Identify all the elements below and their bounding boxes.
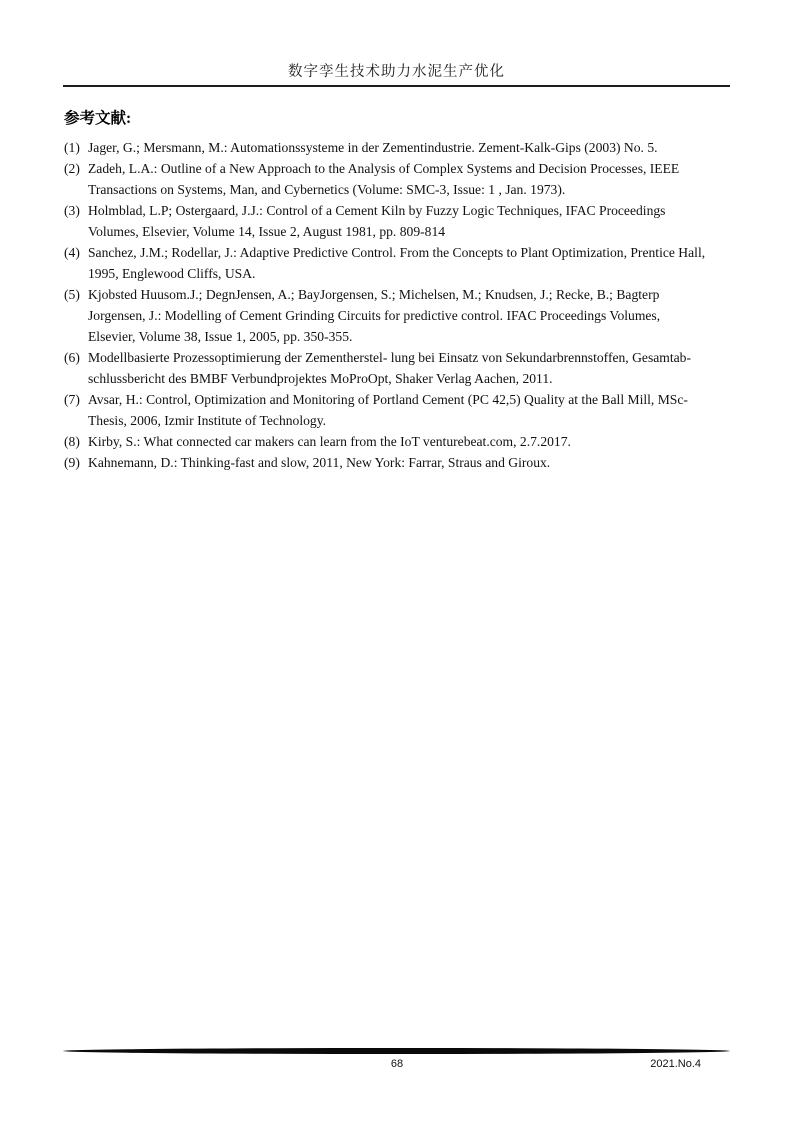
reference-text-line: Holmblad, L.P; Ostergaard, J.J.: Control of a Cement Kiln by Fuzzy Logic Techniques, IFAC Proceedings [88, 203, 666, 218]
footer-rule-bar [63, 1046, 730, 1056]
reference-item [64, 200, 732, 242]
reference-text [88, 158, 732, 200]
reference-text [88, 137, 732, 158]
reference-text-line: Jager, G.; Mersmann, M.: Automationssysteme in der Zementindustrie. Zement-Kalk-Gips (2003) No. 5. [88, 140, 658, 155]
page-number: 68 [390, 1058, 404, 1070]
reference-item [64, 347, 732, 389]
reference-text-line: 1995, Englewood Cliffs, USA. [88, 266, 256, 281]
reference-text-line: Elsevier, Volume 38, Issue 1, 2005, pp. 350-355. [88, 329, 353, 344]
reference-item [64, 137, 732, 158]
reference-text-line: Kjobsted Huusom.J.; DegnJensen, A.; BayJorgensen, S.; Michelsen, M.; Knudsen, J.; Recke, B.; Bagterp [88, 287, 660, 302]
reference-number: (2) [64, 161, 80, 176]
reference-item [64, 452, 732, 473]
reference-number: (6) [64, 350, 80, 365]
reference-item [64, 242, 732, 284]
reference-text-line: Sanchez, J.M.; Rodellar, J.: Adaptive Predictive Control. From the Concepts to Plant Optimization, Prentice Hall, [88, 245, 706, 260]
reference-text-line: Jorgensen, J.: Modelling of Cement Grinding Circuits for predictive control. IFAC Proceedings Volumes, [88, 308, 661, 323]
reference-text [88, 347, 732, 389]
reference-number: (9) [64, 455, 80, 470]
reference-text-line: Volumes, Elsevier, Volume 14, Issue 2, August 1981, pp. 809-814 [88, 224, 446, 239]
reference-text [88, 242, 732, 284]
reference-item [64, 431, 732, 452]
reference-item [64, 389, 732, 431]
reference-number: (8) [64, 434, 80, 449]
references-section [64, 108, 732, 473]
issue-label: 2021.No.4 [650, 1058, 701, 1070]
reference-text-line: Avsar, H.: Control, Optimization and Monitoring of Portland Cement (PC 42,5) Quality at the Ball Mill, MSc- [88, 392, 688, 407]
reference-text-line: Kirby, S.: What connected car makers can learn from the IoT venturebeat.com, 2.7.2017. [88, 434, 571, 449]
reference-text-line: Modellbasierte Prozessoptimierung der Zementherstel- lung bei Einsatz von Sekundarbrennstoffen, Gesamtab- [88, 350, 691, 365]
reference-item [64, 284, 732, 347]
reference-number: (1) [64, 140, 80, 155]
running-header-title: 数字孪生技术助力水泥生产优化 [288, 64, 505, 80]
reference-text-line: Transactions on Systems, Man, and Cybernetics (Volume: SMC-3, Issue: 1 , Jan. 1973). [88, 182, 566, 197]
reference-number: (7) [64, 392, 80, 407]
reference-text [88, 389, 732, 431]
reference-text-line: Thesis, 2006, Izmir Institute of Technology. [88, 413, 327, 428]
references-heading: 参考文献: [64, 110, 132, 127]
reference-text-line: schlussbericht des BMBF Verbundprojektes MoProOpt, Shaker Verlag Aachen, 2011. [88, 371, 553, 386]
reference-item [64, 158, 732, 200]
reference-text-line: Zadeh, L.A.: Outline of a New Approach to the Analysis of Complex Systems and Decision Processes, IEEE [88, 161, 680, 176]
reference-number: (3) [64, 203, 80, 218]
reference-number: (4) [64, 245, 80, 260]
reference-number: (5) [64, 287, 80, 302]
reference-text [88, 431, 732, 452]
header-rule [63, 85, 730, 87]
reference-text [88, 452, 732, 473]
reference-text [88, 200, 732, 242]
reference-text-line: Kahnemann, D.: Thinking-fast and slow, 2011, New York: Farrar, Straus and Giroux. [88, 455, 551, 470]
page-footer [64, 1058, 730, 1074]
reference-text [88, 284, 732, 347]
references-list [64, 137, 732, 473]
